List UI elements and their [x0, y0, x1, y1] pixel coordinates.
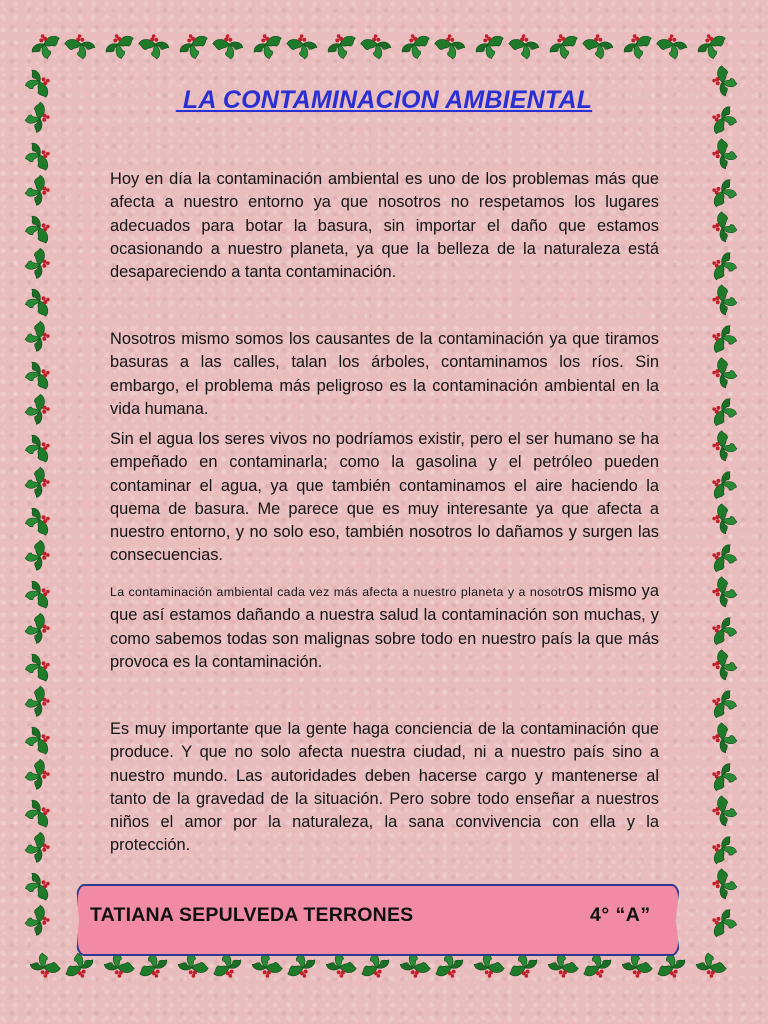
holly-icon	[710, 722, 739, 755]
holly-icon	[710, 576, 739, 609]
holly-icon	[23, 213, 52, 246]
holly-icon	[23, 651, 52, 684]
holly-icon	[710, 868, 739, 901]
holly-icon	[710, 177, 739, 210]
holly-icon	[22, 758, 51, 791]
holly-icon	[710, 615, 739, 648]
holly-icon	[22, 831, 51, 864]
holly-icon	[22, 174, 51, 207]
holly-icon	[23, 870, 52, 903]
holly-icon	[286, 32, 319, 61]
holly-icon	[710, 503, 739, 536]
holly-icon	[23, 505, 52, 538]
paragraph-3: Sin el agua los seres vivos no podríamos existir, pero el ser humano se ha empeñado en contaminarla; como la gasolina y el petróleo pueden contaminar el agua, ya que también contaminamos el aire haciendo la quema de basura. Me parece que es muy interesante ya que afecta a nuestro entorno, y no solo eso, también nosotros lo dañamos y surgen las consecuencias.	[110, 430, 659, 565]
holly-icon	[22, 247, 51, 280]
holly-icon	[710, 795, 739, 828]
holly-icon	[710, 907, 739, 940]
paragraph-4-rest: os mismo ya que así estamos dañando a nuestra salud la contaminación son muchas, y como sabemos todas son malignas sobre todo en nuestro país la que más provoca es la contaminación.	[110, 582, 659, 671]
holly-icon	[22, 904, 51, 937]
holly-icon	[710, 138, 739, 171]
paragraph-4	[110, 580, 659, 674]
author-grade: 4° “A”	[590, 904, 651, 926]
holly-icon	[695, 32, 728, 61]
holly-icon	[473, 32, 506, 61]
holly-icon	[695, 950, 728, 979]
holly-icon	[325, 32, 358, 61]
holly-icon	[23, 724, 52, 757]
holly-icon	[22, 466, 51, 499]
holly-icon	[656, 32, 689, 61]
holly-icon	[23, 359, 52, 392]
holly-icon	[710, 649, 739, 682]
holly-icon	[710, 761, 739, 794]
holly-icon	[360, 32, 393, 61]
holly-icon	[23, 578, 52, 611]
holly-icon	[29, 32, 62, 61]
holly-icon	[508, 32, 541, 61]
holly-icon	[22, 685, 51, 718]
holly-icon	[22, 320, 51, 353]
holly-icon	[23, 797, 52, 830]
holly-icon	[710, 834, 739, 867]
holly-icon	[23, 140, 52, 173]
holly-icon	[64, 32, 97, 61]
paragraph-5: Es muy importante que la gente haga conciencia de la contaminación que produce. Y que no solo afecta nuestra ciudad, ni a nuestro país sino a nuestro mundo. Las autoridades deben hacerse cargo y mantenerse al tanto de la gravedad de la situación. Pero sobre todo enseñar a nuestros niños el amor por la naturaleza, la sana convivencia con ella y la protección.	[110, 720, 659, 855]
holly-icon	[710, 250, 739, 283]
holly-icon	[710, 211, 739, 244]
holly-icon	[710, 469, 739, 502]
holly-icon	[710, 688, 739, 721]
holly-icon	[23, 432, 52, 465]
holly-icon	[22, 393, 51, 426]
holly-icon	[399, 32, 432, 61]
holly-icon	[547, 32, 580, 61]
page-title: LA CONTAMINACION AMBIENTAL	[175, 86, 593, 114]
holly-icon	[251, 32, 284, 61]
author-name: TATIANA SEPULVEDA TERRONES	[90, 904, 414, 926]
holly-icon	[710, 542, 739, 575]
holly-icon	[177, 32, 210, 61]
holly-icon	[582, 32, 615, 61]
holly-icon	[22, 539, 51, 572]
paragraph-1: Hoy en día la contaminación ambiental es uno de los problemas más que afecta a nuestro entorno ya que nosotros no respetamos los lugares adecuados para botar la basura, sin importar el daño que estamos ocasionando a nuestro planeta, ya que la belleza de la naturaleza está desapareciendo a tanta contaminación.	[110, 170, 659, 282]
holly-icon	[23, 286, 52, 319]
holly-icon	[212, 32, 245, 61]
holly-icon	[621, 32, 654, 61]
paragraph-4-lead: La contaminación ambiental cada vez más afecta a nuestro planeta y a nosotr	[110, 585, 567, 599]
holly-icon	[138, 32, 171, 61]
holly-icon	[103, 32, 136, 61]
holly-icon	[710, 323, 739, 356]
holly-icon	[710, 430, 739, 463]
holly-icon	[22, 612, 51, 645]
holly-icon	[29, 950, 62, 979]
holly-icon	[710, 284, 739, 317]
holly-icon	[710, 396, 739, 429]
holly-icon	[710, 357, 739, 390]
holly-icon	[434, 32, 467, 61]
paragraph-2: Nosotros mismo somos los causantes de la contaminación ya que tiramos basuras a las calles, talan los árboles, contaminamos los ríos. Sin embargo, el problema más peligroso es la contaminación ambiental en la vida humana.	[110, 330, 659, 418]
